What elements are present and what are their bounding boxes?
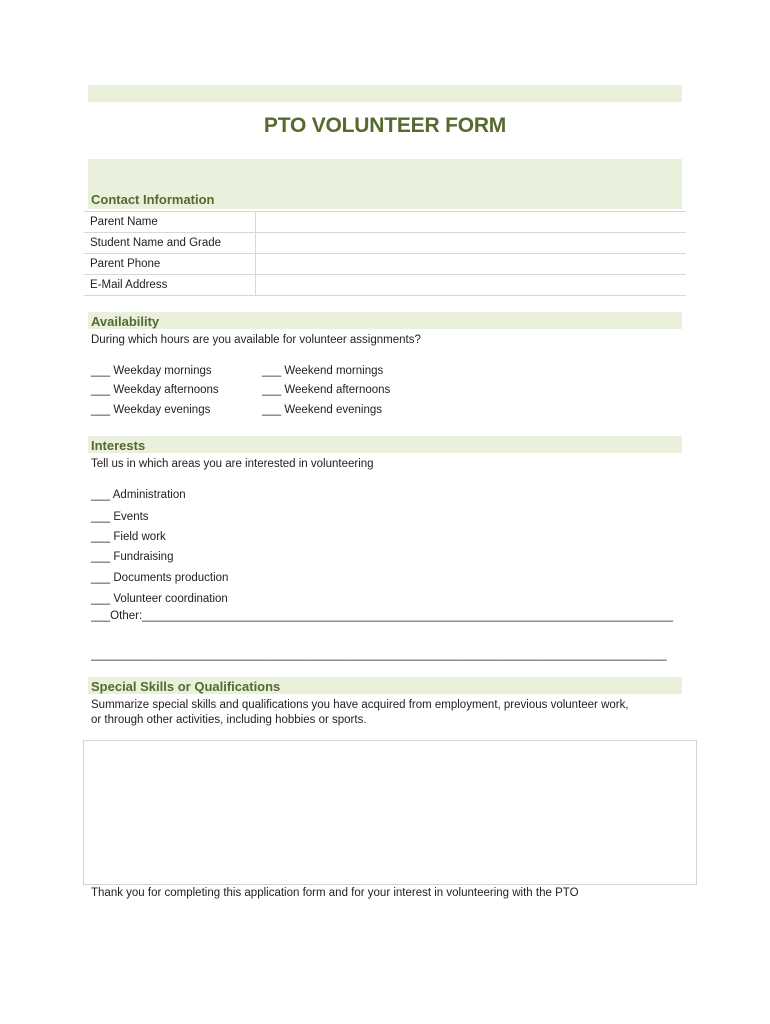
header-band (88, 85, 682, 102)
availability-weekend-afternoons[interactable]: ___ Weekend afternoons (262, 384, 391, 396)
interest-other-line[interactable]: ___Other:___________________________________________________________________________________ (91, 610, 673, 622)
contact-row-parent-name (84, 212, 686, 233)
interests-prompt: Tell us in which areas you are interested in volunteering (91, 458, 374, 470)
skills-prompt-line-2: or through other activities, including hobbies or sports. (91, 714, 367, 726)
interest-events[interactable]: ___ Events (91, 511, 149, 523)
page-title: PTO VOLUNTEER FORM (263, 114, 507, 137)
availability-weekday-mornings[interactable]: ___ Weekday mornings (91, 365, 212, 377)
parent-phone-label: Parent Phone (84, 254, 256, 275)
parent-name-field[interactable] (256, 212, 687, 233)
contact-table (84, 211, 686, 296)
availability-weekend-mornings[interactable]: ___ Weekend mornings (262, 365, 384, 377)
parent-name-label: Parent Name (84, 212, 256, 233)
interest-documents-production[interactable]: ___ Documents production (91, 572, 229, 584)
availability-weekday-afternoons[interactable]: ___ Weekday afternoons (91, 384, 219, 396)
interest-administration[interactable]: ___ Administration (91, 489, 186, 501)
interest-blank-line[interactable]: __________________________________________________________________________________________ (91, 649, 667, 661)
interest-volunteer-coordination[interactable]: ___ Volunteer coordination (91, 593, 228, 605)
interests-section-heading: Interests (91, 438, 146, 453)
availability-section-band (88, 312, 682, 329)
parent-phone-field[interactable] (256, 254, 687, 275)
student-name-grade-label: Student Name and Grade (84, 233, 256, 254)
skills-textarea[interactable] (83, 740, 697, 885)
contact-row-email (84, 275, 686, 296)
availability-section-heading: Availability (91, 314, 160, 329)
contact-row-student-name (84, 233, 686, 254)
closing-message: Thank you for completing this application form and for your interest in volunteering with the PTO (91, 887, 579, 899)
interests-section-band (88, 436, 682, 453)
contact-row-parent-phone (84, 254, 686, 275)
availability-weekday-evenings[interactable]: ___ Weekday evenings (91, 404, 211, 416)
interest-field-work[interactable]: ___ Field work (91, 531, 166, 543)
availability-weekend-evenings[interactable]: ___ Weekend evenings (262, 404, 382, 416)
email-field[interactable] (256, 275, 687, 296)
student-name-grade-field[interactable] (256, 233, 687, 254)
skills-section-heading: Special Skills or Qualifications (91, 679, 281, 694)
interest-fundraising[interactable]: ___ Fundraising (91, 551, 174, 563)
availability-prompt: During which hours are you available for volunteer assignments? (91, 334, 421, 346)
skills-prompt-line-1: Summarize special skills and qualifications you have acquired from employment, previous volunteer work, (91, 699, 629, 711)
email-label: E-Mail Address (84, 275, 256, 296)
contact-section-heading: Contact Information (91, 192, 215, 207)
